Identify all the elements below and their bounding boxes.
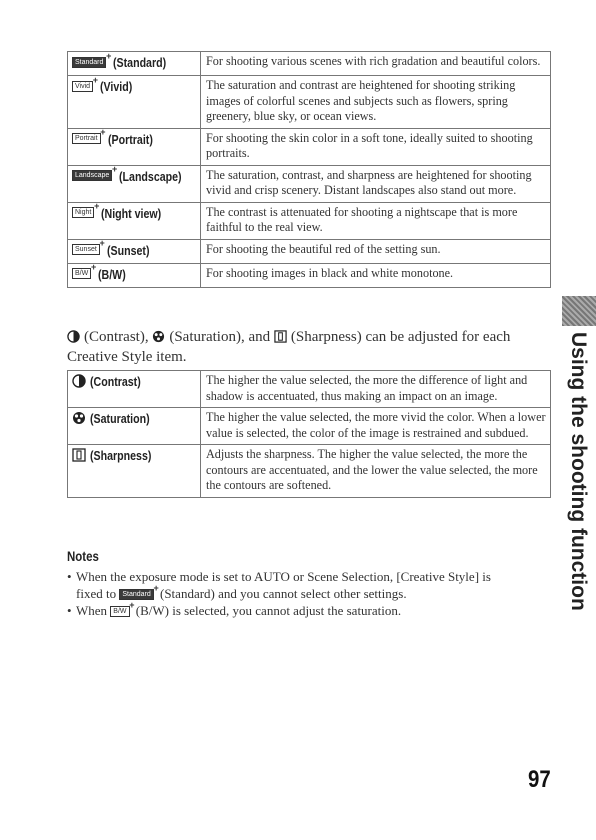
sunset-style-icon: Sunset + (72, 244, 100, 255)
table-row (68, 371, 551, 408)
style-description: For shooting the skin color in a soft tone, ideally suited to shooting portraits. (201, 128, 551, 165)
style-name: (Standard) (113, 56, 167, 71)
intro-sharpness-text: (Sharpness) can be adjusted for each Creative Style item. (67, 329, 511, 365)
style-name: (Portrait) (107, 132, 153, 147)
style-label-bw (68, 263, 201, 287)
adjust-name: (Contrast) (90, 375, 141, 390)
standard-style-icon: Standard + (72, 57, 106, 68)
note-item: • When B/W + (B/W) is selected, you cannot adjust the saturation. (67, 599, 402, 618)
landscape-style-icon: Landscape + (72, 170, 112, 181)
table-row (68, 202, 551, 239)
vivid-style-icon: Vivid + (72, 81, 93, 92)
portrait-style-icon: Portrait + (72, 133, 101, 144)
style-description: The saturation, contrast, and sharpness are heightened for shooting vivid and crisp scenery. Distant landscapes also stand out more. (201, 165, 551, 202)
style-description: For shooting the beautiful red of the setting sun. (201, 239, 551, 263)
table-row (68, 445, 551, 498)
style-name: (Vivid) (100, 80, 133, 95)
table-row (68, 128, 551, 165)
intro-saturation-text: (Saturation), and (169, 329, 271, 345)
table-row (68, 165, 551, 202)
page-number: 97 (528, 766, 551, 793)
section-marker (562, 296, 596, 326)
adjust-description: The higher the value selected, the more the difference of light and shadow is accentuated, thus making an impact on an image. (201, 371, 551, 408)
section-title: Using the shooting function (567, 332, 590, 611)
standard-style-icon: Standard + (119, 589, 153, 600)
table-row (68, 76, 551, 129)
style-description: The saturation and contrast are heightened for shooting striking images of colorful scenes and subjects such as flowers, spring greenery, blue sky, or ocean views. (201, 76, 551, 129)
adjust-label-saturation (68, 408, 201, 445)
adjust-name: (Sharpness) (90, 449, 152, 464)
style-description: For shooting images in black and white monotone. (201, 263, 551, 287)
sharpness-icon (274, 330, 287, 343)
contrast-icon (72, 374, 86, 388)
adjust-description: The higher the value selected, the more vivid the color. When a lower value is selected, the color of the image is restrained and subdued. (201, 408, 551, 445)
saturation-icon (152, 330, 165, 343)
note-text: fixed to (76, 586, 117, 601)
note-text: (Standard) and you cannot select other settings. (160, 586, 407, 601)
contrast-icon (67, 330, 80, 343)
note-text: (B/W) is selected, you cannot adjust the saturation. (135, 603, 402, 618)
style-name: (Sunset) (106, 243, 150, 258)
adjust-label-contrast (68, 371, 201, 408)
style-name: (B/W) (98, 267, 126, 282)
adjust-name: (Saturation) (90, 412, 150, 427)
sharpness-icon (72, 448, 86, 462)
table-row (68, 239, 551, 263)
style-label-standard (68, 52, 201, 76)
creative-style-table (67, 51, 551, 288)
saturation-icon (72, 411, 86, 425)
bw-style-icon: B/W + (72, 268, 91, 279)
style-name: (Night view) (101, 206, 162, 221)
note-text: When (76, 603, 108, 618)
adjustment-table (67, 370, 551, 498)
table-row (68, 52, 551, 76)
style-description: The contrast is attenuated for shooting a nightscape that is more faithful to the real view. (201, 202, 551, 239)
style-label-portrait (68, 128, 201, 165)
note-text: When the exposure mode is set to AUTO or Scene Selection, [Creative Style] is (76, 569, 491, 584)
style-name: (Landscape) (119, 169, 182, 184)
adjust-description: Adjusts the sharpness. The higher the value selected, the more the contours are accentuated, and the lower the value selected, the more the contours are softened. (201, 445, 551, 498)
notes-heading: Notes (67, 549, 99, 564)
night-view-style-icon: Night + (72, 207, 94, 218)
style-description: For shooting various scenes with rich gradation and beautiful colors. (201, 52, 551, 76)
intro-contrast-text: (Contrast), (84, 329, 149, 345)
style-label-vivid (68, 76, 201, 129)
style-label-night-view (68, 202, 201, 239)
table-row (68, 263, 551, 287)
adjust-label-sharpness (68, 445, 201, 498)
style-label-landscape (68, 165, 201, 202)
table-row (68, 408, 551, 445)
section-sidebar (562, 296, 596, 611)
style-label-sunset (68, 239, 201, 263)
bw-style-icon: B/W + (110, 606, 129, 617)
adjustment-intro (67, 327, 557, 367)
note-item: • When the exposure mode is set to AUTO or Scene Selection, [Creative Style] is fixed to Standard + (Standard) and you cannot select other settings. (67, 569, 491, 601)
